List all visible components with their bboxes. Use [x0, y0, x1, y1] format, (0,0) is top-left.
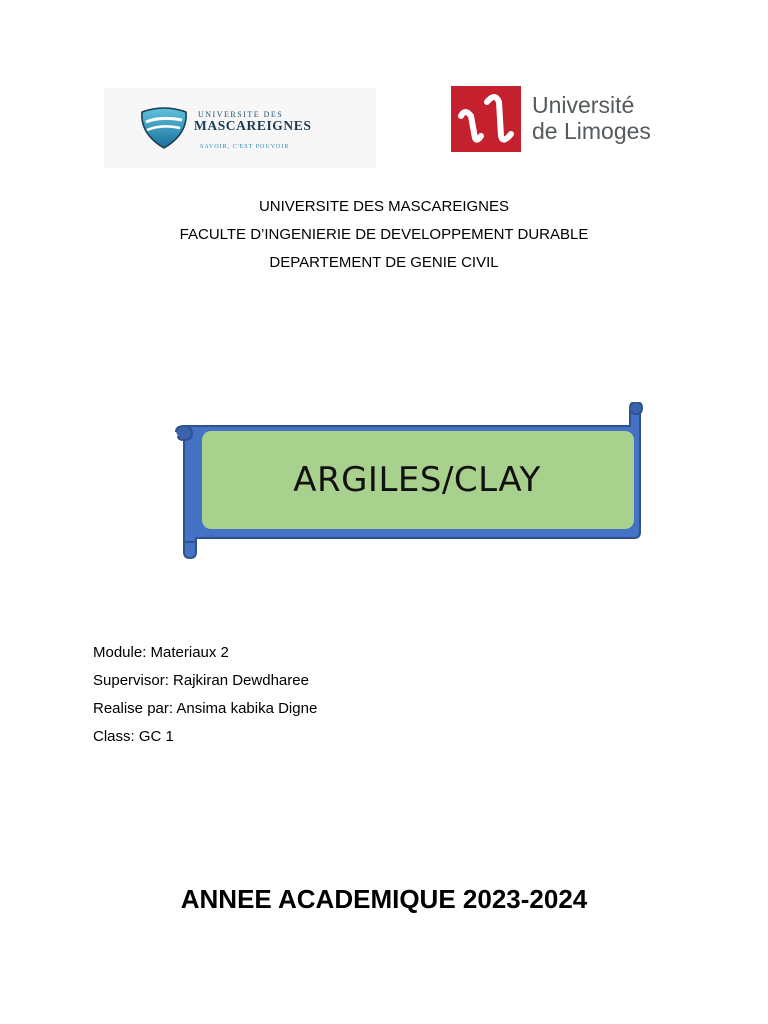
shield-emblem-icon	[138, 106, 190, 150]
logo-left-line1: UNIVERSITE DES	[198, 110, 284, 119]
logo-right-line1: Université	[532, 92, 635, 118]
class-line: Class: GC 1	[93, 728, 174, 745]
mascareignes-logo	[104, 88, 376, 168]
ul-monogram-icon	[451, 86, 521, 152]
logo-left-line2: MASCAREIGNES	[194, 118, 312, 133]
author-line: Realise par: Ansima kabika Digne	[93, 700, 318, 717]
academic-year: ANNEE ACADEMIQUE 2023-2024	[180, 884, 588, 914]
limoges-logo	[451, 86, 681, 154]
university-name: UNIVERSITE DES MASCAREIGNES	[258, 198, 510, 215]
logo-right-line2: de Limoges	[532, 118, 651, 144]
logo-left-tagline: SAVOIR, C'EST POUVOIR	[200, 144, 290, 150]
faculty-name: FACULTE D’INGENIERIE DE DEVELOPPEMENT DURABLE	[179, 226, 589, 243]
module-line: Module: Materiaux 2	[93, 644, 229, 661]
department-name: DEPARTEMENT DE GENIE CIVIL	[269, 254, 499, 271]
supervisor-line: Supervisor: Rajkiran Dewdharee	[93, 672, 309, 689]
document-title: ARGILES/CLAY	[293, 460, 541, 500]
